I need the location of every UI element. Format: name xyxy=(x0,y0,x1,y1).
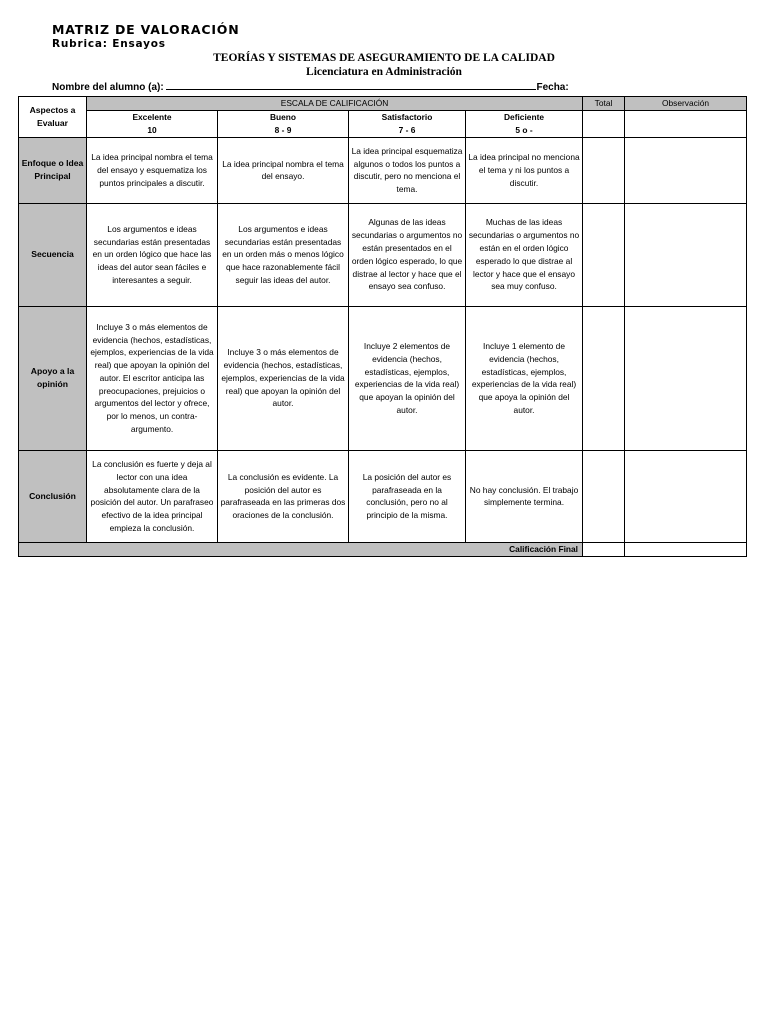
observation-cell[interactable] xyxy=(625,137,747,203)
course-title: TEORÍAS Y SISTEMAS DE ASEGURAMIENTO DE LA CALIDAD xyxy=(213,52,555,64)
criterion-label: Secuencia xyxy=(19,203,87,306)
observation-cell[interactable] xyxy=(625,203,747,306)
final-observation-cell[interactable] xyxy=(625,542,747,556)
table-row xyxy=(19,306,747,450)
level-header xyxy=(466,110,583,137)
total-blank xyxy=(583,110,625,137)
rubric-cell: Los argumentos e ideas secundarias están presentadas en un orden más o menos lógico que hace razonablemente fácil seguir las ideas del autor. xyxy=(218,203,349,306)
criterion-label: Conclusión xyxy=(19,450,87,542)
final-total-cell[interactable] xyxy=(583,542,625,556)
final-grade-label: Calificación Final xyxy=(19,542,583,556)
rubric-cell: Incluye 3 o más elementos de evidencia (hechos, estadísticas, ejemplos, experiencias de la vida real) que apoyan la opinión del autor. El escritor anticipa las preocupaciones, prejuicios o argumentos del lector y ofrece, por lo menos, un contra-argumento. xyxy=(87,306,218,450)
total-cell[interactable] xyxy=(583,450,625,542)
rubric-cell: Incluye 2 elementos de evidencia (hechos, estadísticas, ejemplos, experiencias de la vida real) que apoyan la opinión del autor. xyxy=(349,306,466,450)
level-name: Satisfactorio xyxy=(381,112,433,122)
total-header: Total xyxy=(583,97,625,111)
student-name-line[interactable] xyxy=(166,81,536,90)
observation-cell[interactable] xyxy=(625,450,747,542)
aspects-header: Aspectos a Evaluar xyxy=(19,97,87,138)
criterion-label: Enfoque o Idea Principal xyxy=(19,137,87,203)
rubric-cell: La posición del autor es parafraseada en la conclusión, pero no al principio de la misma. xyxy=(349,450,466,542)
table-row xyxy=(19,203,747,306)
level-score: 7 - 6 xyxy=(398,124,416,135)
observation-header: Observación xyxy=(625,97,747,111)
total-cell[interactable] xyxy=(583,203,625,306)
rubric-cell: La conclusión es fuerte y deja al lector con una idea absolutamente clara de la posición del autor. Un parafraseo efectivo de la idea principal empieza la conclusión. xyxy=(87,450,218,542)
rubric-cell: Incluye 3 o más elementos de evidencia (hechos, estadísticas, ejemplos, experiencias de la vida real) que apoyan la opinión del autor. xyxy=(218,306,349,450)
level-header xyxy=(218,110,349,137)
rubric-table xyxy=(18,96,747,557)
level-header xyxy=(349,110,466,137)
level-score: 10 xyxy=(147,124,157,135)
level-name: Deficiente xyxy=(503,112,545,122)
program-title: Licenciatura en Administración xyxy=(306,66,462,78)
level-name: Excelente xyxy=(132,112,172,122)
rubric-cell: La idea principal esquematiza algunos o todos los puntos a discutir, pero no menciona el tema. xyxy=(349,137,466,203)
rubric-cell: Los argumentos e ideas secundarias están presentadas en un orden lógico que hace las ideas del autor sean fáciles e interesantes a seguir. xyxy=(87,203,218,306)
level-name: Bueno xyxy=(269,112,297,122)
table-row xyxy=(19,137,747,203)
total-cell[interactable] xyxy=(583,306,625,450)
scale-header: ESCALA DE CALIFICACIÓN xyxy=(87,97,583,111)
total-cell[interactable] xyxy=(583,137,625,203)
rubric-cell: La conclusión es evidente. La posición del autor es parafraseada en las primeras dos oraciones de la conclusión. xyxy=(218,450,349,542)
rubric-subtitle: Rubrica: Ensayos xyxy=(52,38,166,50)
level-score: 8 - 9 xyxy=(274,124,292,135)
level-score: 5 o - xyxy=(515,124,533,135)
date-label: Fecha: xyxy=(536,82,569,93)
table-row xyxy=(19,450,747,542)
rubric-cell: No hay conclusión. El trabajo simplemente termina. xyxy=(466,450,583,542)
final-row xyxy=(19,542,747,556)
rubric-cell: Muchas de las ideas secundarias o argumentos no están en el orden lógico esperado lo que distrae al lector y hace que el ensayo sea muy confuso. xyxy=(466,203,583,306)
level-header xyxy=(87,110,218,137)
rubric-cell: La idea principal no menciona el tema y ni los puntos a discutir. xyxy=(466,137,583,203)
rubric-title: MATRIZ DE VALORACIÓN xyxy=(52,22,240,37)
rubric-cell: Algunas de las ideas secundarias o argumentos no están presentados en el orden lógico esperado, lo que distrae al lector y hace que el ensayo sea confuso. xyxy=(349,203,466,306)
rubric-cell: La idea principal nombra el tema del ensayo. xyxy=(218,137,349,203)
rubric-cell: La idea principal nombra el tema del ensayo y esquematiza los puntos principales a discutir. xyxy=(87,137,218,203)
student-name-row xyxy=(52,81,569,93)
observation-cell[interactable] xyxy=(625,306,747,450)
criterion-label: Apoyo a la opinión xyxy=(19,306,87,450)
student-name-label: Nombre del alumno (a): xyxy=(52,82,164,93)
observation-blank xyxy=(625,110,747,137)
rubric-cell: Incluye 1 elemento de evidencia (hechos, estadísticas, ejemplos, experiencias de la vida real) que apoya la opinión del autor. xyxy=(466,306,583,450)
